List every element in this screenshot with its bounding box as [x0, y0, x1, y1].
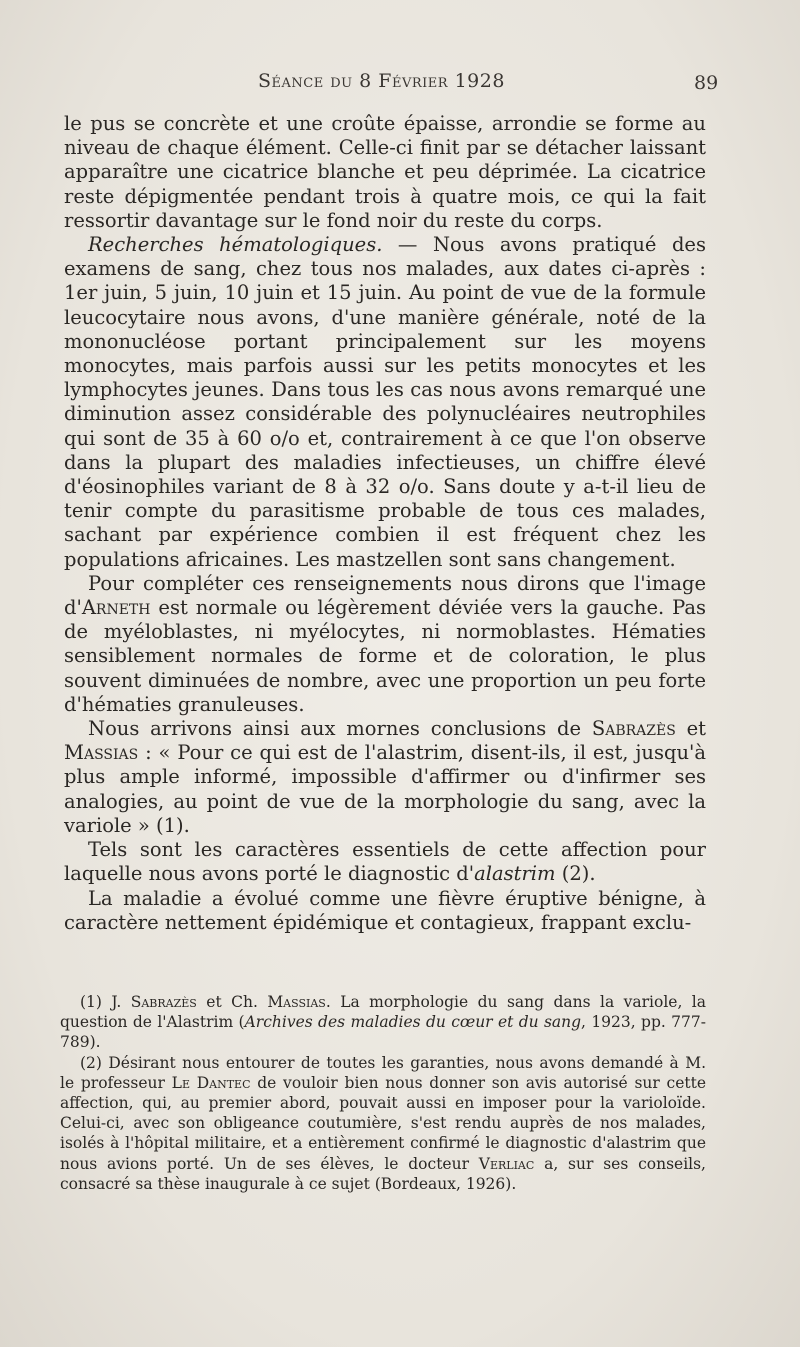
journal-title: Archives des maladies du cœur et du sang: [244, 1013, 582, 1032]
footnotes: [60, 992, 706, 1194]
author-name: Sabrazès: [591, 717, 676, 741]
footnote-2-text-b: de vouloir bien nous donner son avis autorisé sur cette affection, qui, au premier abord, pouvait aussi en imposer pour la varioloïde. Celui-ci, avec son obligeance coutumière, s'est rendu auprès de nos malades, isolés à l'hôpital militaire, et a entièrement confirmé le diagnostic d'alastrim que nous avions porté. Un de ses élèves, le docteur: [60, 1073, 707, 1173]
paragraph-5-text-b: (2).: [555, 862, 596, 886]
footnote-1-text-d: , 1923, pp. 777-789).: [60, 1013, 706, 1052]
paragraph-5: [64, 838, 706, 886]
paragraph-4-text-c: : « Pour ce qui est de l'alastrim, disent-ils, il est, jusqu'à plus ample informé, impossible d'affirmer ou d'infirmer ses analogies, au point de vue de la morphologie du sang, avec la variole » (1).: [64, 741, 706, 837]
paragraph-5-text-a: Tels sont les caractères essentiels de cette affection pour laquelle nous avons porté le diagnostic d': [64, 838, 706, 886]
paragraph-6: La maladie a évolué comme une fièvre éruptive bénigne, à caractère nettement épidémique et contagieux, frappant exclu-: [64, 886, 706, 934]
footnote-1-text-b: et Ch.: [196, 993, 268, 1011]
author-name: Le Dantec: [171, 1073, 251, 1092]
paragraph-3: [64, 572, 706, 717]
author-name: Massias: [267, 993, 326, 1011]
author-name: Arneth: [81, 596, 151, 620]
author-name: Sabrazès: [130, 993, 197, 1011]
diagnosis-term: alastrim: [474, 862, 556, 886]
section-heading-hematology: Recherches hématologiques.: [88, 233, 383, 257]
paragraph-2: [64, 233, 706, 572]
footnote-2-text-a: (2) Désirant nous entourer de toutes les garanties, nous avons demandé à M. le professeur: [60, 1053, 706, 1092]
paragraph-4: [64, 717, 706, 838]
footnote-2-text-c: a, sur ses conseils, consacré sa thèse inaugurale à ce sujet (Bordeaux, 1926).: [60, 1154, 706, 1193]
author-name: Massias: [64, 741, 139, 765]
paragraph-3-text-a: Pour compléter ces renseignements nous dirons que l'image d': [64, 571, 706, 620]
footnote-2: [60, 1053, 706, 1194]
paragraph-2-text: — Nous avons pratiqué des examens de sang, chez tous nos malades, aux dates ci-après : 1er juin, 5 juin, 10 juin et 15 juin. Au point de vue de la formule leucocytaire nous avons, d'une manière générale, noté de la mononucléose portant principalement sur les moyens monocytes, mais parfois aussi sur les petits monocytes et les lymphocytes jeunes. Dans tous les cas nous avons remarqué une diminution assez considérable des polynucléaires neutrophiles qui sont de 35 à 60 o/o et, contrairement à ce que l'on observe dans la plupart des maladies infectieuses, un chiffre élevé d'éosinophiles variant de 8 à 32 o/o. Sans doute y a-t-il lieu de tenir compte du parasitisme probable de tous ces malades, sachant par expérience combien il est fréquent chez les populations africaines. Les mastzellen sont sans changement.: [64, 233, 706, 571]
footnote-1: [60, 992, 706, 1053]
author-name: Verliac: [478, 1154, 535, 1173]
page-number: 89: [694, 72, 719, 94]
main-text: [64, 112, 706, 935]
running-title: Séance du 8 Février 1928: [258, 70, 505, 92]
footnote-1-text-c: . La morphologie du sang dans la variole, la question de l'Alastrim (: [60, 993, 707, 1032]
paragraph-1: le pus se concrète et une croûte épaisse, arrondie se forme au niveau de chaque élément. Celle-ci finit par se détacher laissant apparaître une cicatrice blanche et peu déprimée. La cicatrice reste dépigmentée pendant trois à quatre mois, ce qui la fait ressortir davantage sur le fond noir du reste du corps.: [64, 112, 706, 232]
paragraph-4-text-b: et: [675, 717, 706, 741]
paragraph-4-text-a: Nous arrivons ainsi aux mornes conclusions de: [88, 717, 592, 741]
paragraph-3-text-b: est normale ou légèrement déviée vers la gauche. Pas de myéloblastes, ni myélocytes, ni normoblastes. Hématies sensiblement normales de forme et de coloration, le plus souvent diminuées de nombre, avec une proportion un peu forte d'hématies granuleuses.: [64, 596, 706, 716]
footnote-1-text-a: (1) J.: [80, 993, 131, 1011]
